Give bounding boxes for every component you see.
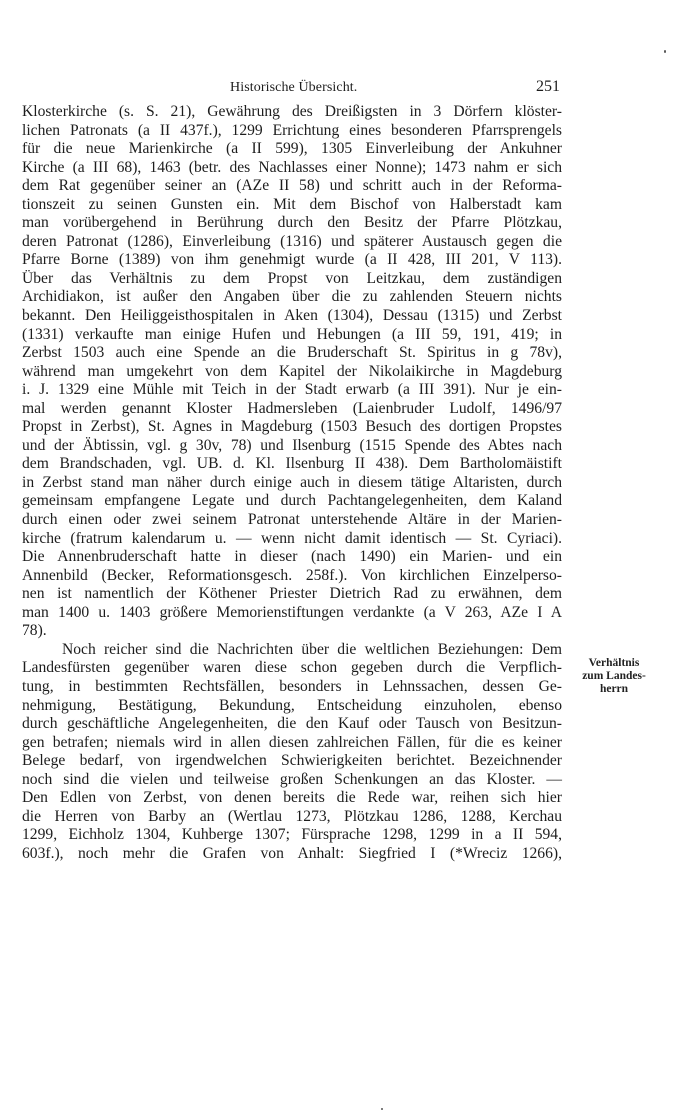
text-line: Die Annenbruderschaft hatte in dieser (nach 1490) ein Marien- und ein: [22, 548, 562, 566]
text-line: lichen Patronats (a II 437f.), 1299 Errichtung eines besonderen Pfarrsprengels: [22, 121, 562, 139]
text-line: Archidiakon, ist außer den Angaben über die zu zahlenden Steuern nichts: [22, 288, 562, 306]
text-line: gemeinsam empfangene Legate und durch Pachtangelegenheiten, dem Kaland: [22, 492, 562, 510]
text-line: die Herren von Barby an (Wertlau 1273, Plötzkau 1286, 1288, Kerchau: [22, 807, 562, 825]
text-line: mal werden genannt Kloster Hadmersleben (Laienbruder Ludolf, 1496/97: [22, 399, 562, 417]
running-head: [22, 78, 560, 100]
page-number: 251: [536, 78, 560, 95]
text-line: durch geschäftliche Angelegenheiten, die den Kauf oder Tausch von Besitzun-: [22, 715, 562, 733]
text-line: (1331) verkaufte man einige Hufen und Hebungen (a III 59, 191, 419; in: [22, 325, 562, 343]
paragraph-first-line: Noch reicher sind die Nachrichten über die weltlichen Beziehungen: Dem: [62, 640, 562, 658]
text-line: i. J. 1329 eine Mühle mit Teich in der Stadt erwarb (a III 391). Nur je ein-: [22, 381, 562, 399]
text-line: kirche (fratrum kalendarum u. — wenn nicht damit identisch — St. Cyriaci).: [22, 529, 562, 547]
text-line: Annenbild (Becker, Reformationsgesch. 258f.). Von kirchlichen Einzelperso-: [22, 566, 562, 584]
text-line: Den Edlen von Zerbst, von denen bereits die Rede war, reihen sich hier: [22, 789, 562, 807]
text-line: und der Äbtissin, vgl. g 30v, 78) und Ilsenburg (1515 Spende des Abtes nach: [22, 436, 562, 454]
text-line: Pfarre Borne (1389) von ihm genehmigt wurde (a II 428, III 201, V 113).: [22, 251, 562, 269]
text-line: Klosterkirche (s. S. 21), Gewährung des Dreißigsten in 3 Dörfern klöster-: [22, 103, 562, 120]
text-line: Kirche (a III 68), 1463 (betr. des Nachlasses einer Nonne); 1473 nahm er sich: [22, 158, 562, 176]
text-line: für die neue Marienkirche (a II 599), 1305 Einverleibung der Ankuhner: [22, 140, 562, 158]
text-line: 603f.), noch mehr die Grafen von Anhalt: Siegfried I (*Wreciz 1266),: [22, 844, 562, 862]
margin-note-line: zum Landes-: [582, 670, 646, 682]
running-title: Historische Übersicht.: [230, 80, 358, 95]
text-line: noch sind die vielen und teilweise großen Schenkungen an das Kloster. —: [22, 770, 562, 788]
text-line: gen betrafen; niemals wird in allen diesen zahlreichen Fällen, für die es keiner: [22, 733, 562, 751]
text-line: Zerbst 1503 auch eine Spende an die Bruderschaft St. Spiritus in g 78v),: [22, 344, 562, 362]
margin-note: [568, 657, 660, 696]
text-line: Propst in Zerbst), St. Agnes in Magdeburg (1503 Besuch des dortigen Propstes: [22, 418, 562, 436]
text-line: tung, in bestimmten Rechtsfällen, besonders in Lehnssachen, dessen Ge-: [22, 677, 562, 695]
text-line: Über das Verhältnis zu dem Propst von Leitzkau, dem zuständigen: [22, 269, 562, 287]
text-line: in Zerbst stand man näher durch einige auch in diesem tätige Altaristen, durch: [22, 473, 562, 491]
text-line: deren Patronat (1286), Einverleibung (1316) und späterer Austausch gegen die: [22, 232, 562, 250]
body-text: [22, 103, 562, 863]
text-line: dem Brandschaden, vgl. UB. d. Kl. Ilsenburg II 438). Dem Bartholomäistift: [22, 455, 562, 473]
text-line: 78).: [22, 622, 47, 640]
text-line: Belege bedarf, von irgendwelchen Schwierigkeiten berichtet. Bezeichnender: [22, 752, 562, 770]
margin-note-line: herrn: [599, 683, 629, 695]
text-line: tionszeit zu seinen Gunsten ein. Mit dem Bischof von Halberstadt kam: [22, 195, 562, 213]
text-line: dem Rat gegenüber seiner an (AZe II 58) und schritt auch in der Reforma-: [22, 177, 562, 195]
text-line: man 1400 u. 1403 größere Memorienstiftungen verdankte (a V 263, AZe I A: [22, 603, 562, 621]
text-line: durch einen oder zwei seinem Patronat unterstehende Altäre in der Marien-: [22, 511, 562, 529]
text-line: bekannt. Den Heiliggeisthospitalen in Aken (1304), Dessau (1315) und Zerbst: [22, 307, 562, 325]
text-line: nehmigung, Bestätigung, Bekundung, Entscheidung einzuholen, ebenso: [22, 696, 562, 714]
scan-speck: [664, 50, 666, 53]
text-line: man vorübergehend in Berührung durch den Besitz der Pfarre Plötzkau,: [22, 214, 562, 232]
margin-note-line: Verhältnis: [588, 657, 640, 669]
scan-speck: [381, 1108, 383, 1110]
text-line: nen ist namentlich der Köthener Priester Dietrich Rad zu erwähnen, dem: [22, 585, 562, 603]
text-line: Landesfürsten gegenüber waren diese schon gegeben durch die Verpflich-: [22, 659, 562, 677]
text-line: während man umgekehrt von dem Kapitel der Nikolaikirche in Magdeburg: [22, 362, 562, 380]
text-line: 1299, Eichholz 1304, Kuhberge 1307; Fürsprache 1298, 1299 in a II 594,: [22, 826, 562, 844]
